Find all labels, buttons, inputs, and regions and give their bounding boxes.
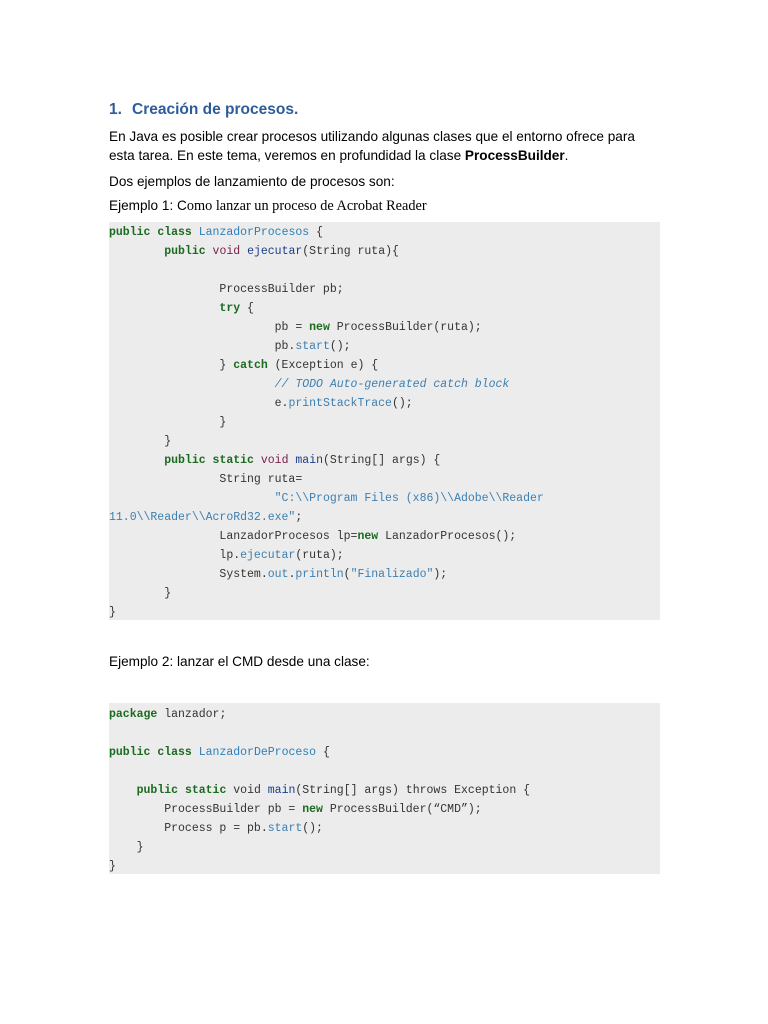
code-block-example1: public class LanzadorProcesos { public void ejecutar(String ruta){ ProcessBuilder pb; try { pb = new ProcessBuilder(ruta); pb.start(); } catch (Exception e) { // TODO Auto-generated catch block e.printStackTrace(); } } public static void main(String[] args) { String ruta= "C:\\Program Files (x86)\\Adobe\\Reader 11.0\\Reader\\AcroRd32.exe"; LanzadorProcesos lp=new LanzadorProcesos(); lp.ejecutar(ruta); System.out.println("Finalizado"); } } — [109, 222, 660, 620]
intro-line-2-text: esta tarea. En este tema, veremos en profundidad la clase — [109, 148, 465, 163]
code1-path-part1: "C:\\Program Files (x86)\\Adobe\\Reader — [274, 492, 544, 505]
intro-line-2 — [109, 146, 661, 165]
example2-caption: Ejemplo 2: lanzar el CMD desde una clase: — [109, 654, 370, 669]
intro-line-2-end: . — [564, 148, 569, 163]
examples-intro: Dos ejemplos de lanzamiento de procesos son: — [109, 174, 395, 189]
code1-class-name: LanzadorProcesos — [198, 226, 310, 239]
example1-label: Ejemplo 1: C — [109, 198, 187, 213]
processbuilder-term: ProcessBuilder — [464, 148, 565, 163]
example1-caption — [109, 196, 661, 216]
intro-line-1: En Java es posible crear procesos utilizando algunas clases que el entorno ofrece para — [109, 129, 635, 144]
intro-paragraph — [109, 127, 661, 165]
code-block-example2: package lanzador; public class LanzadorDeProceso { public static void main(String[] args) throws Exception { ProcessBuilder pb = new ProcessBuilder(“CMD”); Process p = pb.start(); } } — [109, 703, 660, 874]
code1-path-part2: 11.0\\Reader\\AcroRd32.exe" — [109, 511, 296, 524]
code1-comment: // TODO Auto-generated catch block — [274, 378, 510, 391]
code2-class-name: LanzadorDeProceso — [198, 746, 317, 759]
section-number: 1. — [109, 101, 122, 118]
code2-command-string: “CMD” — [433, 803, 468, 816]
example1-description: omo lanzar un proceso de Acrobat Reader — [186, 198, 427, 214]
code1-print-string: "Finalizado" — [350, 568, 434, 581]
section-heading — [109, 101, 298, 119]
code2-package-name: lanzador — [164, 708, 220, 721]
code1-main-name: main — [295, 454, 323, 467]
section-title: Creación de procesos. — [132, 101, 299, 118]
code1-method-name: ejecutar — [247, 245, 303, 258]
